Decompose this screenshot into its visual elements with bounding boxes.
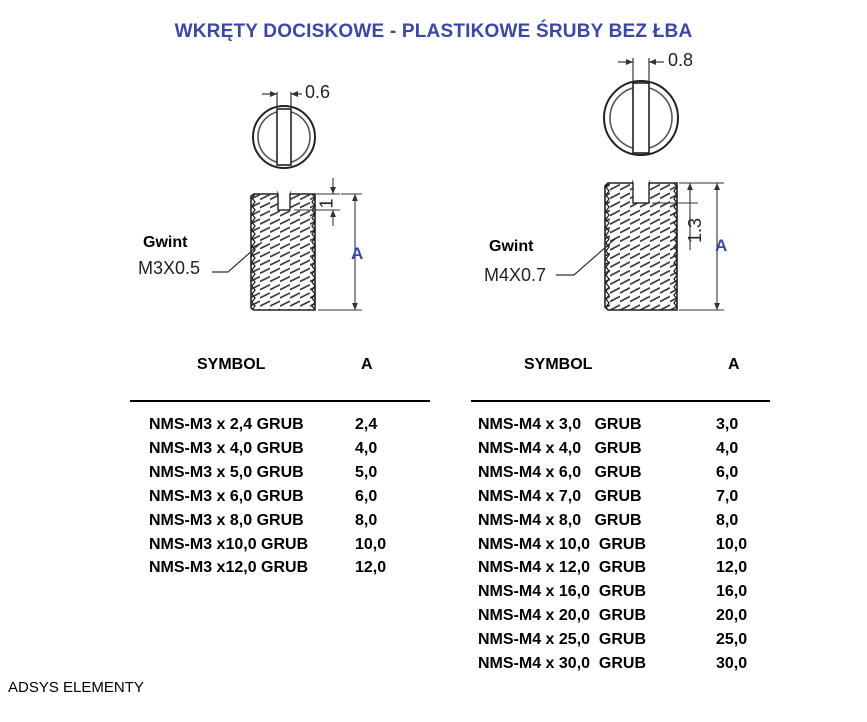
table-row <box>478 464 768 488</box>
symbol-cell: NMS-M3 x 6,0 GRUB <box>149 487 304 505</box>
table-row <box>149 416 409 440</box>
symbol-cell: NMS-M4 x 3,0 GRUB <box>478 416 642 433</box>
symbol-cell: NMS-M4 x 7,0 GRUB <box>478 487 642 505</box>
a-value-cell: 6,0 <box>716 463 739 481</box>
table-row <box>478 488 768 512</box>
symbol-cell: NMS-M3 x 8,0 GRUB <box>149 511 304 529</box>
a-value-cell: 3,0 <box>716 416 739 433</box>
technical-drawings <box>0 0 867 360</box>
table-row <box>478 607 768 631</box>
a-value-cell: 4,0 <box>355 439 378 457</box>
left-table <box>149 416 409 586</box>
a-value-cell: 8,0 <box>716 511 739 529</box>
symbol-cell: NMS-M3 x 2,4 GRUB <box>149 416 304 433</box>
symbol-cell: NMS-M4 x 16,0 GRUB <box>478 583 647 601</box>
a-value-cell: 8,0 <box>355 511 378 529</box>
right-table-header-symbol: SYMBOL <box>524 356 593 373</box>
m4-thread-spec: M4X0.7 <box>484 265 547 285</box>
symbol-cell: NMS-M4 x 25,0 GRUB <box>478 631 647 649</box>
right-table-divider <box>471 400 770 402</box>
symbol-cell: NMS-M4 x 4,0 GRUB <box>478 439 642 457</box>
page-title: WKRĘTY DOCISKOWE - PLASTIKOWE ŚRUBY BEZ ŁBA <box>174 21 693 42</box>
m3-side-view <box>212 178 362 310</box>
table-row <box>478 583 768 607</box>
table-row <box>149 559 409 583</box>
a-value-cell: 10,0 <box>355 535 387 553</box>
m4-slot-depth-dim: 1.3 <box>685 217 706 244</box>
a-value-cell: 6,0 <box>355 487 378 505</box>
a-value-cell: 10,0 <box>716 535 748 553</box>
a-value-cell: 2,4 <box>355 416 378 433</box>
a-value-cell: 30,0 <box>716 655 748 672</box>
table-row <box>149 464 409 488</box>
footer-brand: ADSYS ELEMENTY <box>8 679 144 696</box>
symbol-cell: NMS-M4 x 10,0 GRUB <box>478 535 647 553</box>
a-value-cell: 25,0 <box>716 631 748 649</box>
a-value-cell: 5,0 <box>355 463 378 481</box>
left-table-divider <box>130 400 430 402</box>
symbol-cell: NMS-M4 x 8,0 GRUB <box>478 511 642 529</box>
left-table-header-symbol: SYMBOL <box>197 356 266 373</box>
m4-slot-width-dim: 0.8 <box>668 50 694 70</box>
right-table-header-a: A <box>728 356 740 373</box>
table-row <box>478 512 768 536</box>
symbol-cell: NMS-M4 x 30,0 GRUB <box>478 655 647 672</box>
a-value-cell: 12,0 <box>355 559 387 577</box>
table-row <box>478 655 768 679</box>
a-value-cell: 16,0 <box>716 583 748 601</box>
table-row <box>478 559 768 583</box>
symbol-cell: NMS-M3 x10,0 GRUB <box>149 535 309 553</box>
symbol-cell: NMS-M3 x12,0 GRUB <box>149 559 309 577</box>
table-row <box>149 536 409 560</box>
table-row <box>478 440 768 464</box>
m4-end-view <box>604 58 678 155</box>
m4-side-view <box>556 181 724 310</box>
symbol-cell: NMS-M3 x 4,0 GRUB <box>149 439 304 457</box>
table-row <box>149 440 409 464</box>
symbol-cell: NMS-M3 x 5,0 GRUB <box>149 463 304 481</box>
table-row <box>149 488 409 512</box>
a-value-cell: 4,0 <box>716 439 739 457</box>
m4-length-label: A <box>715 236 728 255</box>
right-table <box>478 416 768 686</box>
m3-slot-depth-dim: 1 <box>316 198 337 209</box>
left-table-header-a: A <box>361 356 373 373</box>
symbol-cell: NMS-M4 x 6,0 GRUB <box>478 463 642 481</box>
symbol-cell: NMS-M4 x 20,0 GRUB <box>478 607 647 625</box>
m3-length-label: A <box>351 244 364 263</box>
m3-slot-width-dim: 0.6 <box>305 82 331 102</box>
m4-thread-caption: Gwint <box>489 238 534 255</box>
a-value-cell: 20,0 <box>716 607 748 625</box>
table-row <box>478 416 768 440</box>
m3-thread-spec: M3X0.5 <box>138 258 201 278</box>
table-row <box>478 631 768 655</box>
a-value-cell: 7,0 <box>716 487 739 505</box>
table-row <box>149 512 409 536</box>
m3-thread-caption: Gwint <box>143 234 188 251</box>
symbol-cell: NMS-M4 x 12,0 GRUB <box>478 559 647 577</box>
table-row <box>478 536 768 560</box>
a-value-cell: 12,0 <box>716 559 748 577</box>
